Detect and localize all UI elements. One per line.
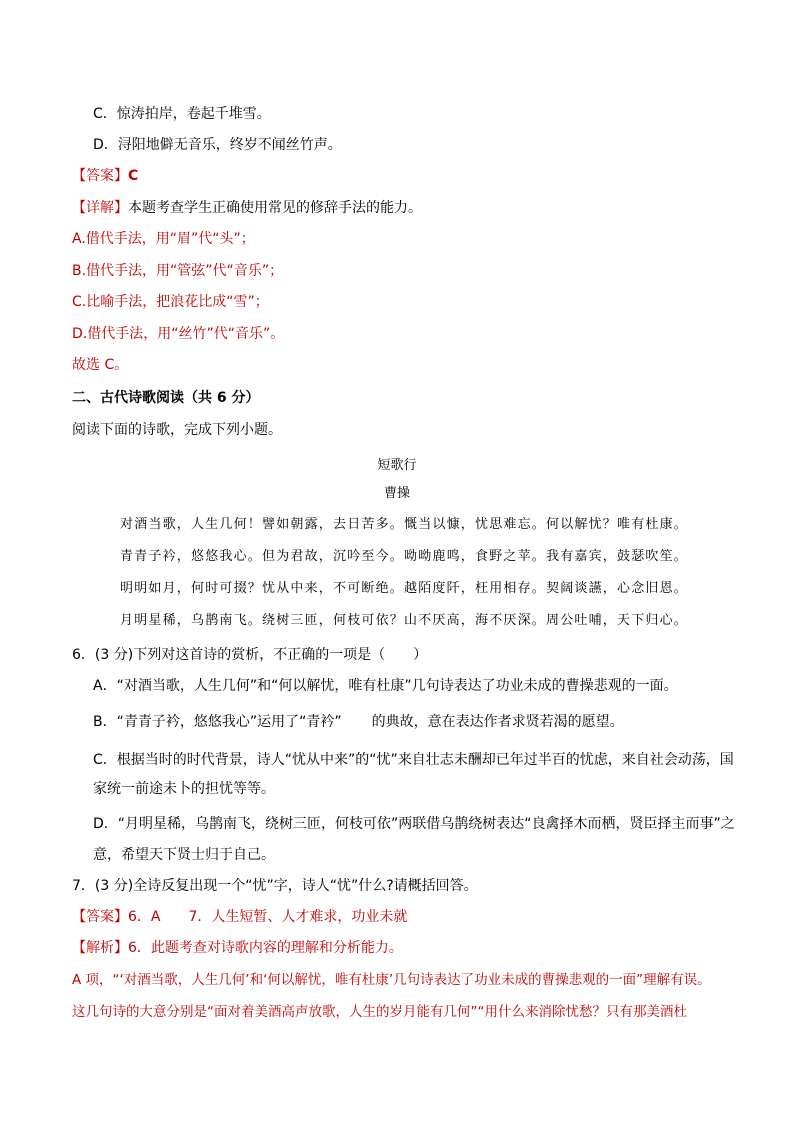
- answers-line: [72, 907, 407, 927]
- analysis-line-1: A 项，“‘对酒当歌，人生几何’和‘何以解忧，唯有杜康’几句诗表达了功业未成的曹操悲观的一面”理解有误。: [72, 972, 711, 988]
- poem-line: 月明星稀，乌鹊南飞。绕树三匝，何枝可依？山不厌高，海不厌深。周公吐哺，天下归心。: [120, 613, 689, 628]
- q6-stem: 6．(3 分)下列对这首诗的赏析，不正确的一项是（ ）: [72, 647, 428, 663]
- q7-stem: 7．(3 分)全诗反复出现一个“忧”字，诗人“忧”什么?请概括回答。: [72, 878, 478, 894]
- q6-option-c-line2: 家统一前途未卜的担忧等等。: [93, 781, 275, 797]
- q6-option-c-line1: C．根据当时的时代背景，诗人“忧从中来”的“忧”来自壮志未酬却已年过半百的忧虑，来自社会动荡，国: [93, 752, 734, 768]
- poem-author: 曹操: [383, 486, 410, 501]
- poem-line: 青青子衿，悠悠我心。但为君故，沉吟至今。呦呦鹿鸣，食野之苹。我有嘉宾，鼓瑟吹笙。: [120, 549, 689, 564]
- poem-line: 明明如月，何时可掇？忧从中来，不可断绝。越陌度阡，枉用相存。契阔谈讌，心念旧恩。: [120, 581, 689, 596]
- q5-analysis-b: B.借代手法，用“管弦”代“音乐”；: [72, 263, 284, 279]
- detail-label: 【详解】: [72, 200, 128, 216]
- q6-option-d-line2: 意，希望天下贤士归于自己。: [93, 847, 275, 863]
- analysis-line-2: 这几句诗的大意分别是“面对着美酒高声放歌，人生的岁月能有几何”“用什么来消除忧愁？只有那美酒杜: [72, 1004, 687, 1020]
- q6-option-b: [93, 712, 624, 732]
- answer-7: 7．人生短暂、人才难求，功业未就: [188, 909, 408, 925]
- poem-title: 短歌行: [377, 458, 417, 473]
- analysis-label: 【解析】: [72, 940, 128, 956]
- q5-analysis-c: C.比喻手法，把浪花比成“雪”；: [72, 294, 269, 310]
- answer-6: 6．A: [128, 909, 161, 925]
- q6-option-a: A．“对酒当歌，人生几何”和“何以解忧，唯有杜康”几句诗表达了功业未成的曹操悲观的一面。: [93, 678, 678, 694]
- answer-label: 【答案】: [72, 909, 128, 925]
- q5-option-d: D．浔阳地僻无音乐，终岁不闻丝竹声。: [93, 137, 342, 153]
- q5-conclusion: 故选 C。: [72, 357, 129, 373]
- q5-analysis-a: A.借代手法，用“眉”代“头”；: [72, 231, 255, 247]
- q6-option-d-line1: D．“月明星稀，乌鹊南飞，绕树三匝，何枝可依”两联借乌鹊绕树表达“良禽择木而栖，贤臣择主而事”之: [93, 816, 735, 832]
- answer-value: C: [128, 168, 139, 184]
- q5-option-c: C．惊涛拍岸，卷起千堆雪。: [93, 106, 271, 122]
- answer-label: 【答案】: [72, 168, 128, 184]
- analysis-intro: 6．此题考查对诗歌内容的理解和分析能力。: [128, 940, 403, 956]
- q5-analysis-d: D.借代手法，用“丝竹”代“音乐”。: [72, 326, 285, 342]
- poem-line: 对酒当歌，人生几何！譬如朝露，去日苦多。慨当以慷，忧思难忘。何以解忧？唯有杜康。: [120, 517, 689, 532]
- detail-text: 本题考查学生正确使用常见的修辞手法的能力。: [128, 200, 422, 216]
- section-heading: 二、古代诗歌阅读（共 6 分）: [72, 390, 260, 406]
- q5-detail: [72, 198, 422, 218]
- section-instruction: 阅读下面的诗歌，完成下列小题。: [72, 422, 282, 438]
- q6-option-b-part1: B．“青青子衿，悠悠我心”运用了“青衿”: [93, 714, 342, 730]
- analysis-intro-line: [72, 938, 403, 958]
- q5-answer: [72, 166, 138, 186]
- q6-option-b-part2: 的典故，意在表达作者求贤若渴的愿望。: [371, 714, 624, 730]
